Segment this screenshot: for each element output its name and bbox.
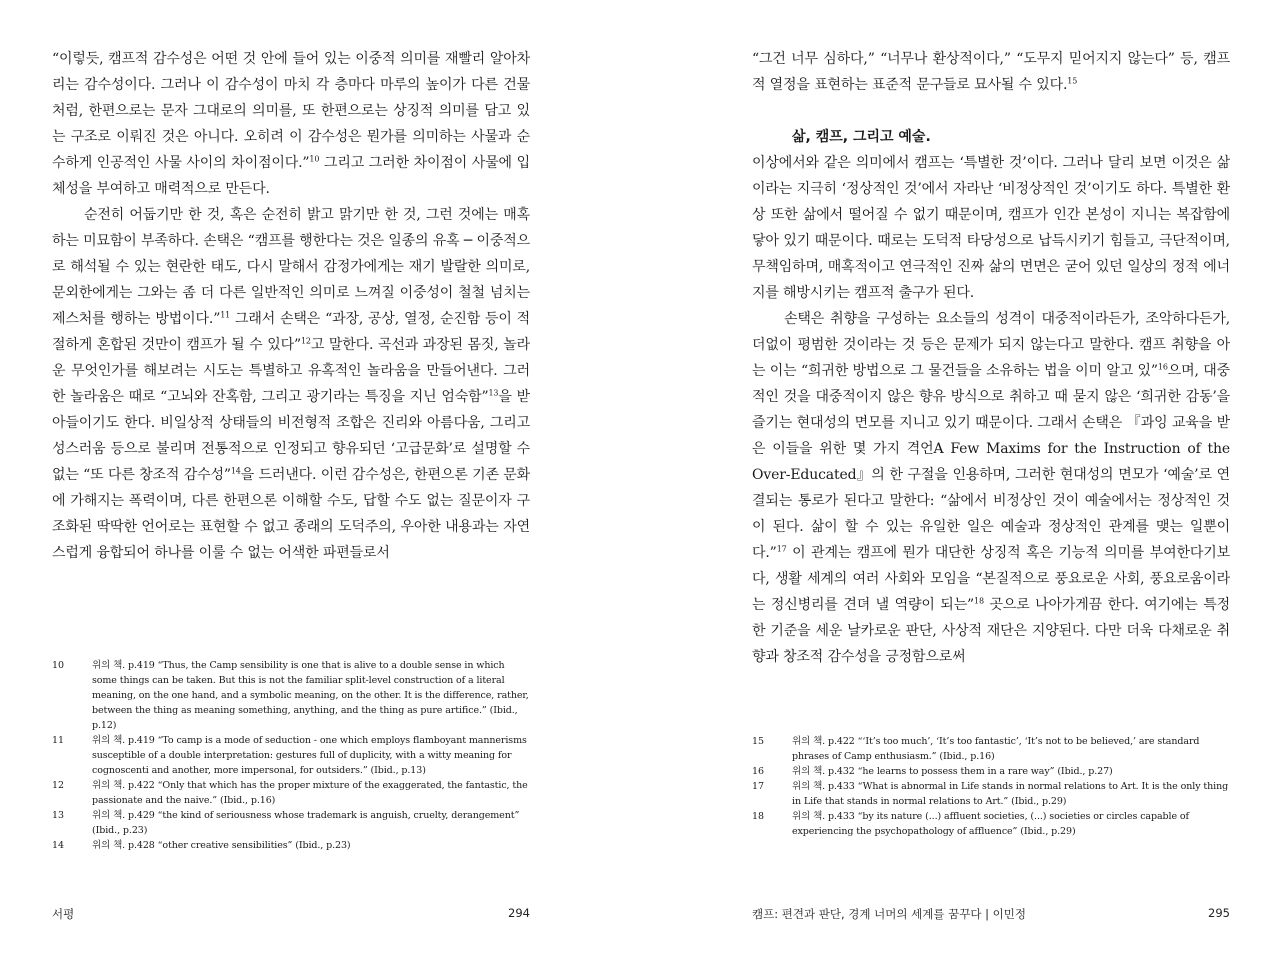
footnote-number: 14: [52, 840, 64, 851]
right-page: [752, 0, 1230, 955]
footnote-text: 위의 책. p.428 “other creative sensibilities” (Ibid., p.23): [92, 840, 351, 851]
footnote-number: 10: [52, 660, 64, 671]
footnote-ref: 18: [974, 596, 984, 606]
text-run: 순전히 어둡기만 한 것, 혹은 순전히 밝고 맑기만 한 것, 그런 것에는 매혹하는 미묘함이 부족하다. 손택은 “캠프를 행한다는 것은 일종의 유혹 ─ 이중적으로 해석될 수 있는 현란한 태도, 다시 말해서 감정가에게는 재기 발랄한 의미로, 문외한에게는 그와는 좀 더 다른 일반적인 의미로 느껴질 이중성이 철철 넘치는 제스처를 행하는 방법이다.”: [52, 207, 530, 327]
left-page: [52, 0, 530, 955]
text-run: 곳으로 나아가게끔 한다. 여기에는 특정한 기준을 세운 날카로운 판단, 사상적 재단은 지양된다. 다만 더욱 다채로운 취향과 창조적 감수성을 긍정함으로써: [752, 597, 1230, 665]
footnote: [52, 658, 530, 733]
left-body-text: [52, 46, 530, 566]
footnote: [52, 808, 530, 838]
paragraph: [752, 46, 1230, 98]
footnote-number: 18: [752, 811, 764, 822]
running-footer-title: 서평: [52, 907, 75, 921]
footnote-ref: 14: [230, 466, 241, 476]
footnote: [752, 779, 1230, 809]
page-number: 295: [1208, 906, 1230, 920]
footnote-text: 위의 책. p.422 “Only that which has the proper mixture of the exaggerated, the fantastic, the passionate and the naive.” (Ibid., p.16): [92, 780, 528, 806]
text-run: 손택은 취향을 구성하는 요소들의 성격이 대중적이라든가, 조악하다든가, 더없이 평범한 것이라는 것 등은 문제가 되지 않는다고 말한다. 캠프 취향을 아는 이는 “희귀한 방법으로 그 물건들을 소유하는 법을 이미 알고 있”: [752, 311, 1230, 379]
text-run: 을 받아들이기도 한다. 비일상적 상태들의 비전형적 조합은 진리와 아름다움, 그리고 성스러움 등으로 불리며 전통적으로 인정되고 향유되던 ‘고급문화’로 설명할 수 없는 “또 다른 창조적 감수성”: [52, 389, 530, 483]
running-footer-title: 캠프: 편견과 판단, 경계 너머의 세계를 꿈꾸다 | 이민정: [752, 907, 1026, 921]
text-run: 고 말한다. 곡선과 과장된 몸짓, 놀라운 무엇인가를 해보려는 시도는 특별하고 유혹적인 놀라움을 만들어낸다. 그러한 놀라움은 때로 “고뇌와 잔혹함, 그리고 광기라는 특징을 지닌 엄숙함”: [52, 337, 531, 405]
footnote-ref: 17: [776, 544, 787, 554]
footnote-ref: 10: [309, 154, 320, 164]
text-run: “이렇듯, 캠프적 감수성은 어떤 것 안에 들어 있는 이중적 의미를 재빨리 알아차리는 감수성이다. 그러나 이 감수성이 마치 각 층마다 마루의 높이가 다른 건물처럼, 한편으로는 문자 그대로의 의미를, 또 한편으로는 상징적 의미를 담고 있는 구조로 이뤄진 것은 아니다. 오히려 이 감수성은 뭔가를 의미하는 사물과 순수하게 인공적인 사물 사이의 차이점이다.”: [52, 51, 530, 171]
footnote-ref: 15: [1067, 76, 1078, 86]
footnote-ref: 16: [1157, 362, 1168, 372]
footnote-number: 13: [52, 810, 64, 821]
text-run: 으며, 대중적인 것을 대중적이지 않은 향유 방식으로 취하고 때 묻지 않은 ‘희귀한 감동’을 즐기는 현대성의 면모를 지니고 있기 때문이다. 그래서 손택은 『과잉 교육을 받은 이들을 위한 몇 가지 격언A Few Maxims for the Instruction of the Over-Educated』의 한 구절을 인용하며, 그러한 현대성의 면모가 ‘예술’로 연결되는 통로가 된다고 말한다: “삶에서 비정상인 것이 예술에서는 정상적인 것이 된다. 삶이 할 수 있는 유일한 일은 예술과 정상적인 관계를 맺는 일뿐이다.”: [752, 363, 1230, 561]
footnote: [52, 778, 530, 808]
paragraph: [752, 306, 1230, 670]
footnote: [52, 838, 530, 853]
text-run: 이 관계는 캠프에 뭔가 대단한 상징적 혹은 기능적 의미를 부여한다기보다, 생활 세계의 여러 사회와 모임을 “본질적으로 풍요로운 사회, 풍요로움이라는 정신병리를 견뎌 낼 역량이 되는”: [752, 545, 1230, 613]
text-run: “그건 너무 심하다,” “너무나 환상적이다,” “도무지 믿어지지 않는다” 등, 캠프적 열정을 표현하는 표준적 문구들로 묘사될 수 있다.: [752, 51, 1230, 93]
footnote-number: 12: [52, 780, 64, 791]
footnote-number: 16: [752, 766, 764, 777]
text-run: 그래서 손택은 “과장, 공상, 열정, 순진함 등이 적절하게 혼합된 것만이 캠프가 될 수 있다”: [52, 311, 530, 353]
text-run: 이상에서와 같은 의미에서 캠프는 ‘특별한 것’이다. 그러나 달리 보면 이것은 삶이라는 지극히 ‘정상적인 것’에서 자라난 ‘비정상적인 것’이기도 하다. 특별한 환상 또한 삶에서 떨어질 수 없기 때문이며, 캠프가 인간 본성이 지니는 복잡함에 닿아 있기 때문이다. 때로는 도덕적 타당성으로 납득시키기 힘들고, 극단적이며, 무책임하며, 매혹적이고 연극적인 진짜 삶의 면면은 굳어 있던 일상의 정적 에너지를 해방시키는 캠프적 출구가 된다.: [752, 155, 1230, 301]
footnote-number: 11: [52, 735, 64, 746]
text-run: 그리고 그러한 차이점이 사물에 입체성을 부여하고 매력적으로 만든다.: [52, 155, 530, 197]
footnote-text: 위의 책. p.429 “the kind of seriousness whose trademark is anguish, cruelty, derangement” (Ibid., p.23): [92, 810, 520, 836]
footnote: [752, 734, 1230, 764]
page-number: 294: [508, 906, 530, 920]
footnote-ref: 12: [300, 336, 311, 346]
footnote: [52, 733, 530, 778]
footnote-ref: 11: [220, 310, 231, 320]
footnote: [752, 764, 1230, 779]
text-run: 을 드러낸다. 이런 감수성은, 한편으론 기존 문화에 가해지는 폭력이며, 다른 한편으론 이해할 수도, 답할 수도 없는 질문이자 구조화된 딱딱한 언어로는 표현할 수 없고 종래의 도덕주의, 우아한 내용과는 자연스럽게 융합되어 하나를 이룰 수 없는 어색한 파편들로서: [52, 467, 530, 561]
footnote-text: 위의 책. p.419 “Thus, the Camp sensibility is one that is alive to a double sense in which some things can be taken. But this is not the familiar split-level construction of a literal meaning, on the one hand, and a symbolic meaning, on the other. It is the difference, rather, between the thing as meaning something, anything, and the thing as pure artifice.” (Ibid., p.12): [92, 660, 529, 731]
right-body-text: [752, 46, 1230, 670]
footnote-number: 15: [752, 736, 764, 747]
footnote-text: 위의 책. p.419 “To camp is a mode of seduction - one which employs flamboyant mannerisms susceptible of a double interpretation: gestures full of duplicity, with a witty meaning for cognoscenti and another, more impersonal, for outsiders.” (Ibid., p.13): [92, 735, 527, 776]
footnote-number: 17: [752, 781, 764, 792]
footnotes: [752, 734, 1230, 839]
paragraph: [52, 202, 530, 566]
footnote: [752, 809, 1230, 839]
section-heading: 삶, 캠프, 그리고 예술.: [792, 129, 931, 145]
footnote-text: 위의 책. p.432 “he learns to possess them in a rare way” (Ibid., p.27): [792, 766, 1113, 777]
footnote-text: 위의 책. p.433 “What is abnormal in Life stands in normal relations to Art. It is the only thing in Life that stands in normal relations to Art.” (Ibid., p.29): [792, 781, 1229, 807]
paragraph: [752, 150, 1230, 306]
footnotes: [52, 658, 530, 853]
paragraph: [52, 46, 530, 202]
footnote-text: 위의 책. p.422 “‘It’s too much’, ‘It’s too fantastic’, ‘It’s not to be believed,’ are standard phrases of Camp enthusiasm.” (Ibid., p.16): [792, 736, 1200, 762]
footnote-text: 위의 책. p.433 “by its nature (...) affluent societies, (...) societies or circles capable of experiencing the psychopathology of affluence” (Ibid., p.29): [792, 811, 1189, 837]
footnote-ref: 13: [488, 388, 499, 398]
